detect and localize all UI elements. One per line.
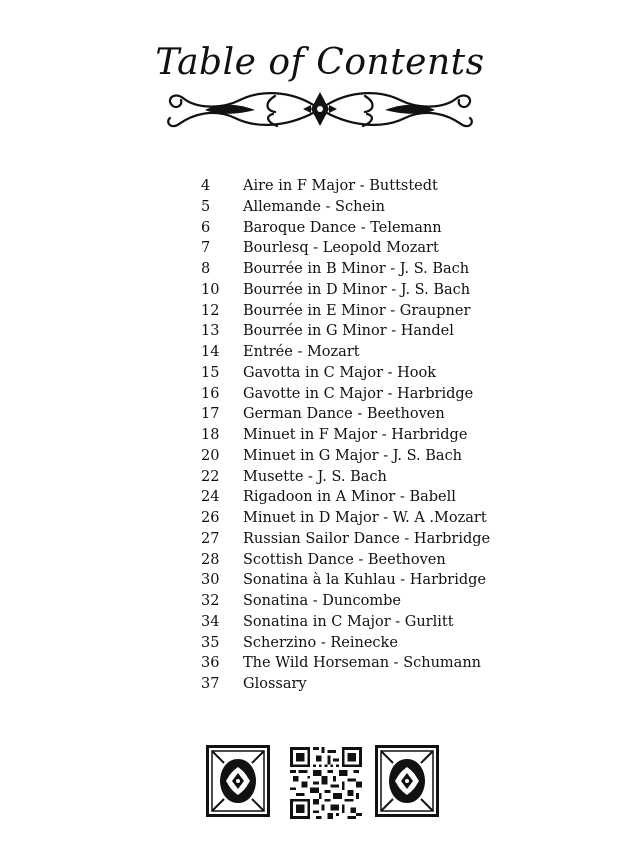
toc-entry[interactable] — [0, 301, 640, 322]
toc-entry-title: German Dance - Beethoven — [243, 406, 445, 423]
toc-entry[interactable] — [0, 321, 640, 342]
toc-page-number: 32 — [201, 593, 220, 609]
toc-page-number: 12 — [201, 302, 220, 319]
toc-entry[interactable] — [0, 176, 640, 197]
toc-entry[interactable] — [0, 197, 640, 218]
toc-entry[interactable] — [0, 259, 640, 280]
toc-entry-title: Glossary — [243, 676, 307, 692]
toc-entry[interactable] — [0, 653, 640, 674]
toc-entry[interactable] — [0, 529, 640, 550]
toc-entry[interactable] — [0, 508, 640, 529]
toc-page-number: 13 — [201, 323, 220, 340]
toc-entry[interactable] — [0, 467, 640, 488]
toc-page-number: 24 — [201, 489, 220, 506]
toc-entry-title: Sonatina - Duncombe — [243, 593, 401, 609]
toc-entry-title: Baroque Dance - Telemann — [243, 219, 442, 236]
toc-entry-title: Aire in F Major - Buttstedt — [243, 178, 438, 194]
toc-entry[interactable] — [0, 404, 640, 425]
toc-entry[interactable] — [0, 570, 640, 591]
toc-page-number: 34 — [201, 613, 220, 630]
toc-entry-title: Bourrée in D Minor - J. S. Bach — [243, 281, 471, 298]
toc-page-number: 6 — [201, 219, 211, 236]
footer-ornaments — [0, 745, 640, 825]
toc-entry-title: Musette - J. S. Bach — [243, 468, 387, 485]
toc-page-number: 36 — [201, 655, 220, 672]
toc-entry[interactable] — [0, 674, 640, 695]
toc-entry[interactable] — [0, 342, 640, 363]
toc-entry-title: Bourrée in B Minor - J. S. Bach — [243, 261, 470, 277]
table-of-contents — [0, 176, 640, 695]
toc-page-number: 7 — [201, 240, 211, 257]
toc-entry[interactable] — [0, 384, 640, 405]
toc-page-number: 16 — [201, 385, 220, 402]
toc-entry[interactable] — [0, 591, 640, 612]
toc-entry-title: Russian Sailor Dance - Harbridge — [243, 530, 491, 547]
toc-entry-title: Minuet in D Major - W. A .Mozart — [243, 510, 487, 526]
toc-page-number: 30 — [201, 572, 220, 589]
toc-page-number: 27 — [201, 530, 220, 547]
toc-page-number: 15 — [201, 364, 220, 381]
toc-entry-title: Gavotte in C Major - Harbridge — [243, 385, 474, 402]
ornamental-flourish-icon — [165, 88, 475, 134]
toc-entry-title: Scottish Dance - Beethoven — [243, 551, 446, 568]
toc-entry[interactable] — [0, 633, 640, 654]
toc-entry[interactable] — [0, 238, 640, 259]
toc-entry[interactable] — [0, 280, 640, 301]
toc-entry[interactable] — [0, 550, 640, 571]
toc-page-number: 8 — [201, 261, 211, 277]
toc-page-number: 35 — [201, 634, 220, 651]
toc-entry-title: Bourlesq - Leopold Mozart — [243, 240, 439, 257]
toc-entry[interactable] — [0, 446, 640, 467]
toc-entry-title: Sonatina à la Kuhlau - Harbridge — [243, 572, 486, 589]
toc-entry[interactable] — [0, 425, 640, 446]
toc-page-number: 17 — [201, 406, 220, 423]
toc-entry-title: Bourrée in E Minor - Graupner — [243, 302, 471, 319]
quatrefoil-tile-icon — [375, 745, 439, 817]
toc-page-number: 37 — [201, 676, 220, 692]
toc-page-number: 26 — [201, 510, 220, 526]
toc-page-number: 22 — [201, 468, 220, 485]
toc-page-number: 10 — [201, 281, 220, 298]
toc-entry-title: Minuet in F Major - Harbridge — [243, 427, 468, 443]
toc-page-number: 18 — [201, 427, 220, 443]
toc-entry-title: The Wild Horseman - Schumann — [243, 655, 481, 672]
toc-entry[interactable] — [0, 218, 640, 239]
toc-entry[interactable] — [0, 363, 640, 384]
toc-entry-title: Rigadoon in A Minor - Babell — [243, 489, 456, 506]
quatrefoil-tile-icon — [206, 745, 270, 817]
page-title: Table of Contents — [155, 42, 485, 83]
toc-entry-title: Bourrée in G Minor - Handel — [243, 323, 454, 340]
toc-entry-title: Allemande - Schein — [243, 198, 385, 215]
toc-entry-title: Sonatina in C Major - Gurlitt — [243, 613, 454, 630]
toc-entry[interactable] — [0, 612, 640, 633]
toc-page-number: 4 — [201, 178, 211, 194]
toc-page-number: 5 — [201, 198, 211, 215]
toc-entry-title: Gavotta in C Major - Hook — [243, 364, 437, 381]
toc-entry-title: Entrée - Mozart — [243, 344, 360, 360]
toc-entry-title: Scherzino - Reinecke — [243, 634, 398, 651]
qr-code-icon[interactable] — [290, 747, 362, 819]
toc-page-number: 20 — [201, 447, 220, 464]
toc-page-number: 14 — [201, 344, 220, 360]
toc-entry-title: Minuet in G Major - J. S. Bach — [243, 447, 463, 464]
toc-entry[interactable] — [0, 487, 640, 508]
toc-page-number: 28 — [201, 551, 220, 568]
